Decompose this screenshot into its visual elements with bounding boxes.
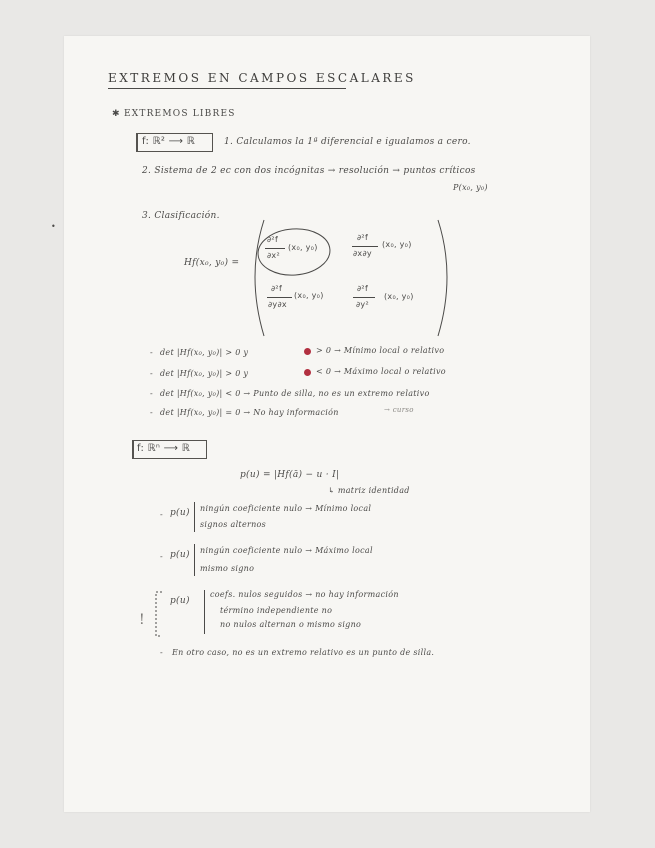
rule-1-condition: det |Hf(x₀, y₀)| > 0 y: [160, 348, 249, 357]
rule-3-bullet: -: [150, 389, 154, 398]
section-bullet: ✱: [112, 109, 121, 119]
notebook-page: [51, 36, 590, 812]
rule-4-condition: det |Hf(x₀, y₀)| = 0 → No hay información: [160, 408, 339, 417]
section-heading: EXTREMOS LIBRES: [124, 109, 236, 119]
item-3-lead: p(u): [170, 596, 190, 606]
h11-argument: (x₀, y₀): [288, 243, 318, 252]
rule-1-bullet: -: [150, 348, 154, 357]
hessian-label: Hf(x₀, y₀) =: [184, 258, 240, 268]
h21-numerator: ∂²f: [271, 284, 283, 293]
rule-4-note: → curso: [384, 406, 414, 414]
h11-numerator: ∂²f: [267, 235, 279, 244]
h22-denominator: ∂y²: [356, 300, 369, 309]
item-2-line2: mismo signo: [200, 564, 255, 573]
h12-denominator: ∂x∂y: [353, 249, 372, 258]
item-1-lead: p(u): [170, 508, 190, 518]
item-2-bullet: -: [160, 552, 164, 561]
case1-box-label: f: ℝ² ⟶ ℝ: [142, 136, 195, 147]
step-1: 1. Calculamos la 1ª diferencial e igualamos a cero.: [224, 137, 471, 147]
characteristic-polynomial: p(u) = |Hf(ā) − u · I|: [240, 470, 340, 480]
h22-numerator: ∂²f: [357, 284, 369, 293]
rule-4-bullet: -: [150, 408, 154, 417]
h12-argument: (x₀, y₀): [382, 240, 412, 249]
case2-box-label: f: ℝⁿ ⟶ ℝ: [137, 443, 190, 454]
h11-denominator: ∂x²: [267, 251, 280, 260]
h21-argument: (x₀, y₀): [294, 291, 324, 300]
rule-2-result: < 0 → Máximo local o relativo: [316, 367, 446, 376]
final-bullet: -: [160, 648, 164, 657]
item-2-lead: p(u): [170, 550, 190, 560]
rule-2-bullet: -: [150, 369, 154, 378]
rule-3-condition: det |Hf(x₀, y₀)| < 0 → Punto de silla, no es un extremo relativo: [160, 389, 430, 398]
h22-argument: (x₀, y₀): [384, 292, 414, 301]
item-2-line1: ningún coeficiente nulo → Máximo local: [200, 546, 373, 555]
item-1-line1: ningún coeficiente nulo → Mínimo local: [200, 504, 372, 513]
identity-note: ↳ matriz identidad: [328, 486, 410, 495]
item-3-line2: término independiente no: [220, 606, 333, 615]
final-note: En otro caso, no es un extremo relativo es un punto de silla.: [172, 648, 435, 657]
critical-point: P(x₀, y₀): [453, 183, 488, 192]
item-1-bullet: -: [160, 510, 164, 519]
step-2: 2. Sistema de 2 ec con dos incógnitas → resolución → puntos críticos: [142, 166, 476, 176]
rule-1-result: > 0 → Mínimo local o relativo: [316, 346, 445, 355]
item-3-bracket: [204, 590, 205, 634]
item-1-line2: signos alternos: [200, 520, 267, 529]
h21-denominator: ∂y∂x: [268, 300, 287, 309]
item-3-margin-mark: !: [139, 612, 145, 628]
margin-dot: •: [51, 222, 57, 231]
item-3-outer-bracket: [64, 36, 590, 812]
step-3: 3. Clasificación.: [142, 211, 220, 221]
page-title: EXTREMOS EN CAMPOS ESCALARES: [108, 71, 416, 85]
item-3-line3: no nulos alternan o mismo signo: [220, 620, 362, 629]
h12-numerator: ∂²f: [357, 233, 369, 242]
item-3-line1: coefs. nulos seguidos → no hay información: [210, 590, 399, 599]
rule-2-condition: det |Hf(x₀, y₀)| > 0 y: [160, 369, 249, 378]
